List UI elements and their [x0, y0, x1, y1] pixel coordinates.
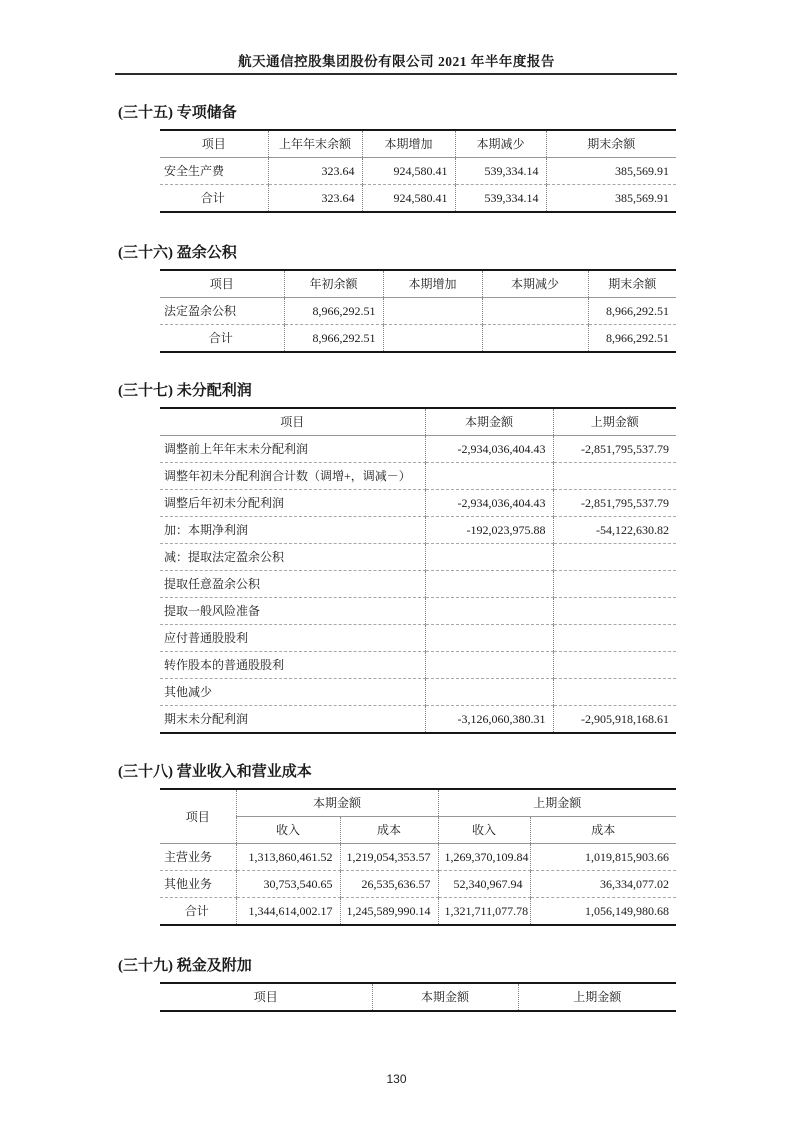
table-row: [160, 490, 676, 517]
header-row: [160, 130, 676, 158]
col-header: 项目: [160, 130, 268, 158]
section-heading: (三十七) 未分配利润: [118, 383, 252, 399]
col-header: 期末余额: [588, 270, 676, 298]
cell-value: [425, 571, 553, 598]
report-header-title: 航天通信控股集团股份有限公司 2021 年半年度报告: [238, 54, 555, 69]
cell-value: [553, 652, 676, 679]
header-row: [160, 408, 676, 436]
table-row: [160, 706, 676, 734]
cell-value: 1,219,054,353.57: [340, 844, 438, 871]
col-header: 项目: [160, 270, 284, 298]
cell-value: [383, 298, 482, 325]
surplus-reserves-table: [160, 269, 676, 353]
row-label: 转作股本的普通股股利: [160, 652, 425, 679]
col-header: 上期金额: [553, 408, 676, 436]
table-row: [160, 571, 676, 598]
taxes-surcharges-table: [160, 982, 676, 1012]
col-header-cost: 成本: [530, 817, 676, 844]
header-rule: [115, 73, 677, 75]
col-header-cost: 成本: [340, 817, 438, 844]
revenue-cost-table: [160, 788, 676, 926]
cell-value: 323.64: [268, 158, 362, 185]
section-heading: (三十六) 盈余公积: [118, 245, 237, 261]
table-body: [160, 436, 676, 734]
col-header: 项目: [160, 408, 425, 436]
table-body: [160, 298, 676, 353]
col-header: 期末余额: [546, 130, 676, 158]
table-body: [160, 158, 676, 213]
cell-value: 924,580.41: [362, 185, 455, 213]
cell-value: 1,056,149,980.68: [530, 898, 676, 926]
header-subrow: [160, 817, 676, 844]
cell-value: 323.64: [268, 185, 362, 213]
cell-value: [553, 598, 676, 625]
cell-value: 30,753,540.65: [236, 871, 340, 898]
section-revenue-cost: [118, 763, 680, 926]
cell-value: -2,851,795,537.79: [553, 436, 676, 463]
cell-value: 26,535,636.57: [340, 871, 438, 898]
row-label: 合计: [200, 191, 225, 205]
cell-value: [425, 544, 553, 571]
cell-value: [383, 325, 482, 353]
cell-value: -2,934,036,404.43: [425, 436, 553, 463]
cell-value: 539,334.14: [455, 185, 546, 213]
row-label: 安全生产费: [160, 158, 268, 185]
cell-value: [425, 463, 553, 490]
header-row: [160, 983, 676, 1011]
col-header: 项目: [160, 983, 372, 1011]
cell-value: 1,344,614,002.17: [236, 898, 340, 926]
table-row: [160, 298, 676, 325]
row-label: 合计: [208, 331, 233, 345]
cell-value: 52,340,967.94: [438, 871, 530, 898]
table-row: [160, 598, 676, 625]
row-label: 调整前上年年末未分配利润: [160, 436, 425, 463]
col-header: 上年年末余额: [268, 130, 362, 158]
cell-value: 36,334,077.02: [530, 871, 676, 898]
col-header: 上期金额: [518, 983, 676, 1011]
table-row: [160, 517, 676, 544]
table-row: [160, 325, 676, 353]
row-label: 期末未分配利润: [164, 712, 249, 726]
col-header-revenue: 收入: [438, 817, 530, 844]
cell-value: 1,245,589,990.14: [340, 898, 438, 926]
col-header: 本期增加: [383, 270, 482, 298]
section-special-reserves: [118, 104, 680, 213]
undistributed-profit-table: [160, 407, 676, 734]
table-header: [160, 408, 676, 436]
row-label: 调整年初未分配利润合计数（调增+，调减－）: [160, 463, 425, 490]
row-label: 其他减少: [160, 679, 425, 706]
col-header: 本期金额: [425, 408, 553, 436]
table-row: [160, 871, 676, 898]
table-header: [160, 789, 676, 844]
cell-value: -2,905,918,168.61: [553, 706, 676, 734]
table-row: [160, 158, 676, 185]
page-number: 130: [386, 1072, 407, 1086]
cell-value: 8,966,292.51: [284, 298, 383, 325]
table-row: [160, 679, 676, 706]
page-footer: [0, 1072, 793, 1086]
header-row: [160, 270, 676, 298]
cell-value: [553, 679, 676, 706]
special-reserves-table: [160, 129, 676, 213]
header-row: [160, 789, 676, 817]
col-header: 年初余额: [284, 270, 383, 298]
table-row: [160, 185, 676, 213]
table-row: [160, 652, 676, 679]
cell-value: 8,966,292.51: [588, 325, 676, 353]
cell-value: -2,851,795,537.79: [553, 490, 676, 517]
cell-value: [425, 652, 553, 679]
row-label: 提取一般风险准备: [160, 598, 425, 625]
cell-value: 1,313,860,461.52: [236, 844, 340, 871]
row-label: 减：提取法定盈余公积: [160, 544, 425, 571]
col-header-item: 项目: [160, 789, 236, 844]
cell-value: -3,126,060,380.31: [425, 706, 553, 734]
cell-value: 1,269,370,109.84: [438, 844, 530, 871]
table-row: [160, 844, 676, 871]
table-row: [160, 544, 676, 571]
cell-value: 385,569.91: [546, 185, 676, 213]
section-surplus-reserves: [118, 244, 680, 353]
section-undistributed-profit: [118, 382, 680, 734]
row-label: 应付普通股股利: [160, 625, 425, 652]
cell-value: 8,966,292.51: [588, 298, 676, 325]
section-taxes-surcharges: [118, 957, 680, 1012]
cell-value: [553, 625, 676, 652]
cell-value: 385,569.91: [546, 158, 676, 185]
cell-value: -192,023,975.88: [425, 517, 553, 544]
cell-value: 539,334.14: [455, 158, 546, 185]
row-label: 主营业务: [160, 844, 236, 871]
cell-value: 1,321,711,077.78: [438, 898, 530, 926]
table-header: [160, 270, 676, 298]
row-label: 加：本期净利润: [160, 517, 425, 544]
cell-value: [553, 571, 676, 598]
cell-value: [425, 598, 553, 625]
cell-value: [553, 544, 676, 571]
row-label: 其他业务: [160, 871, 236, 898]
table-header: [160, 983, 676, 1011]
cell-value: [553, 463, 676, 490]
cell-value: [425, 679, 553, 706]
section-heading: (三十八) 营业收入和营业成本: [118, 764, 312, 780]
cell-value: 1,019,815,903.66: [530, 844, 676, 871]
col-header: 本期减少: [482, 270, 588, 298]
cell-value: 8,966,292.51: [284, 325, 383, 353]
cell-value: -2,934,036,404.43: [425, 490, 553, 517]
table-row: [160, 463, 676, 490]
table-header: [160, 130, 676, 158]
cell-value: [482, 298, 588, 325]
cell-value: 924,580.41: [362, 158, 455, 185]
section-heading: (三十九) 税金及附加: [118, 958, 252, 974]
col-header-current-period: 本期金额: [236, 789, 438, 817]
row-label: 调整后年初未分配利润: [160, 490, 425, 517]
cell-value: [425, 625, 553, 652]
col-header: 本期金额: [372, 983, 518, 1011]
table-body: [160, 844, 676, 926]
table-row: [160, 898, 676, 926]
row-label: 法定盈余公积: [160, 298, 284, 325]
row-label: 提取任意盈余公积: [160, 571, 425, 598]
col-header: 本期增加: [362, 130, 455, 158]
cell-value: [482, 325, 588, 353]
row-label: 合计: [184, 904, 209, 918]
table-row: [160, 436, 676, 463]
cell-value: -54,122,630.82: [553, 517, 676, 544]
col-header-prior-period: 上期金额: [438, 789, 676, 817]
col-header-revenue: 收入: [236, 817, 340, 844]
col-header: 本期减少: [455, 130, 546, 158]
table-row: [160, 625, 676, 652]
section-heading: (三十五) 专项储备: [118, 105, 237, 121]
